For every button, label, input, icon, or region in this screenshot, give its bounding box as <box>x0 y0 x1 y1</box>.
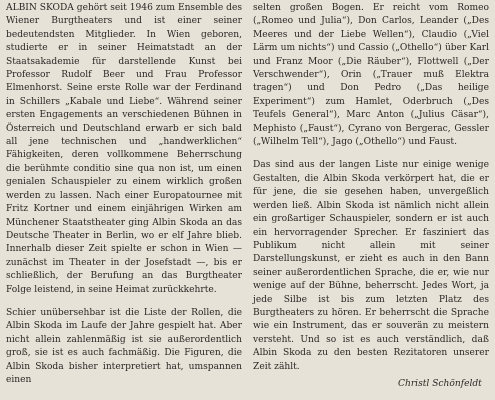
biography-paragraph: ALBIN SKODA gehört seit 1946 zum Ensemble des Wiener Burgtheaters und ist einer seiner bedeutendsten Mitglieder. In Wien geboren, studierte er in seiner Heimatstadt an der Staatsakademie für darstellende Kunst bei Professor Rudolf Beer und Frau Professor Elmenhorst. Seine erste Rolle war der Ferdinand in Schillers „Kabale und Liebe“. Während seiner ersten Engagements an verschiedenen Bühnen in Österreich und Deutschland erwarb er sich bald all jene technischen und „handwerklichen“ Fähigkeiten, deren vollkommene Beherrschung die berühmte conditio sine qua non ist, um einen genialen Schauspieler zu einem wirklich großen werden zu lassen. Nach einer Europatournee mit Fritz Kortner und einem einjährigen Wirken am Münchener Staatstheater ging Albin Skoda an das Deutsche Theater in Berlin, wo er elf Jahre blieb. Innerhalb dieser Zeit spielte er schon in Wien — zunächst im Theater in der Josefstadt —, bis er schließlich, der Berufung an das Burgtheater Folge leistend, in seine Heimat zurückkehrte. <box>6 3 242 295</box>
author-signature: Christl Schönfeldt <box>398 379 482 389</box>
right-column <box>253 2 489 374</box>
roles-paragraph-continued: selten großen Bogen. Er reicht vom Romeo („Romeo und Julia“), Don Carlos, Leander („Des Meeres und der Liebe Wellen“), Claudio („Viel Lärm um nichts“) und Cassio („Othello“) über Karl und Franz Moor („Die Räuber“), Flottwell („Der Verschwender“), Orin („Trauer muß Elektra tragen“) und Don Pedro („Das heilige Experiment“) zum Hamlet, Oderbruch („Des Teufels General“), Marc Anton („Julius Cäsar“), Mephisto („Faust“), Cyrano von Bergerac, Gessler („Wilhelm Tell“), Jago („Othello“) und Faust. <box>253 3 489 148</box>
roles-paragraph-start: Schier unübersehbar ist die Liste der Rollen, die Albin Skoda im Laufe der Jahre gespielt hat. Aber nicht allein zahlenmäßig ist sie außerordentlich groß, sie ist es auch fachmäßig. Die Figuren, die Albin Skoda bisher interpretiert hat, umspannen einen <box>6 307 242 385</box>
speaker-paragraph: Das sind aus der langen Liste nur einige wenige Gestalten, die Albin Skoda verkörpert hat, die er für jene, die sie gesehen haben, unvergeßlich werden ließ. Albin Skoda ist nämlich nicht allein ein großartiger Schauspieler, sondern er ist auch ein hervorragender Sprecher. Er fasziniert das Publikum nicht allein mit seiner Darstellungskunst, er zieht es auch in den Bann seiner außerordentlichen Sprache, die er, wie nur wenige auf der Bühne, beherrscht. Jedes Wort, ja jede Silbe ist bis zum letzten Platz des Burgtheaters zu hören. Er beherrscht die Sprache wie ein Instrument, das er souverän zu meistern versteht. Und so ist es auch verständlich, daß Albin Skoda zu den besten Rezitatoren unserer Zeit zählt. <box>253 160 489 372</box>
left-column <box>6 2 242 387</box>
